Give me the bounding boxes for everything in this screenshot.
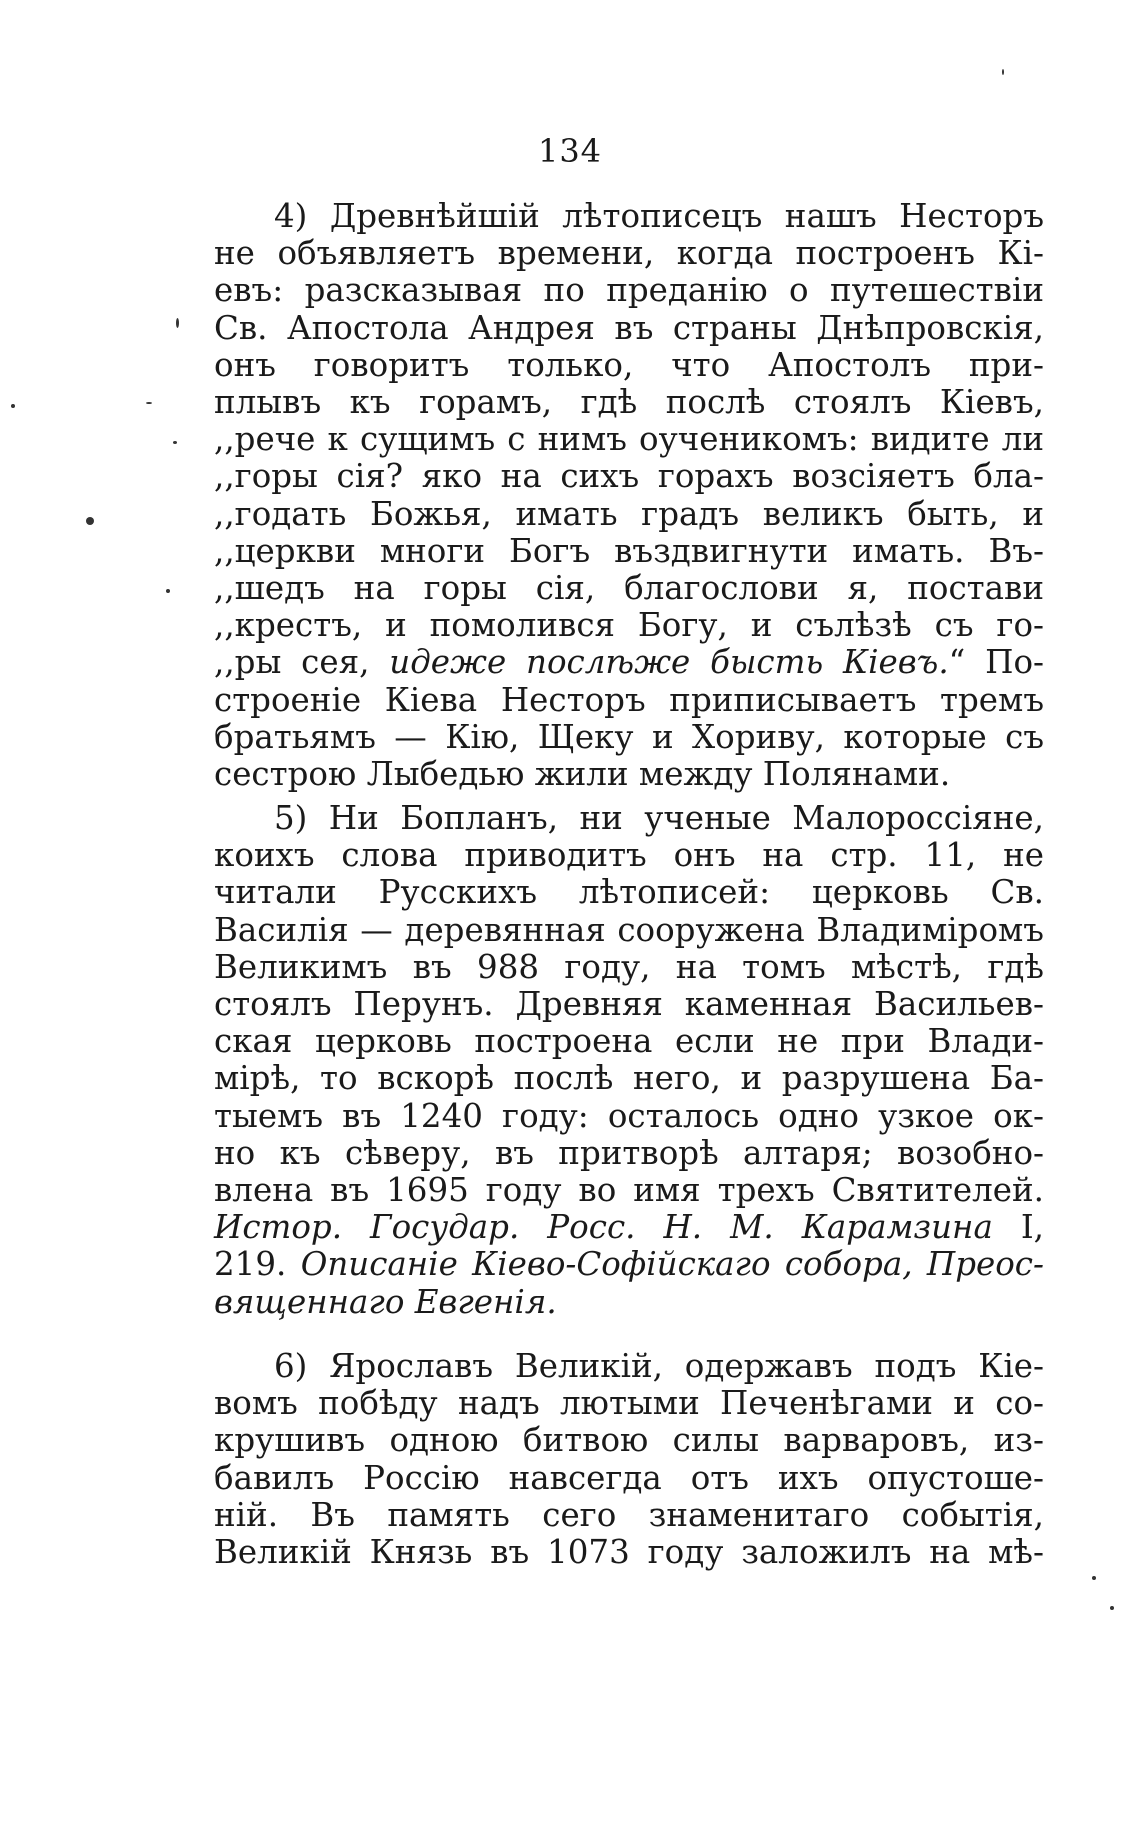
scan-speck [1110, 1606, 1114, 1610]
text-run: I, [992, 1208, 1045, 1247]
text-line: стоялъ Перунъ. Древняя каменная Васильев- [214, 985, 1044, 1024]
text-line: но къ сѣверу, въ притворѣ алтаря; возобно- [214, 1133, 1044, 1172]
text-line: мірѣ, то вскорѣ послѣ него, и разрушена Ба- [214, 1059, 1044, 1098]
text-line: коихъ слова приводитъ онъ на стр. 11, не [214, 836, 1044, 875]
text-line: Великій Князь въ 1073 году заложилъ на мѣ- [214, 1533, 1044, 1572]
text-line: не объявляетъ времени, когда построенъ Кі- [214, 234, 1044, 273]
text-run: 219. [214, 1245, 301, 1284]
text-line: Великимъ въ 988 году, на томъ мѣстѣ, гдѣ [214, 947, 1044, 986]
text-line: читали Русскихъ лѣтописей: церковь Св. [214, 873, 1044, 912]
text-line [214, 1246, 1044, 1283]
text-line: тыемъ въ 1240 году: осталось одно узкое ок- [214, 1096, 1044, 1135]
text-line: ,,горы сія? яко на сихъ горахъ возсіяетъ бла- [214, 457, 1044, 496]
text-line: евъ: разсказывая по преданію о путешествіи [214, 271, 1044, 310]
scan-speck [166, 589, 170, 593]
text-line: плывъ къ горамъ, гдѣ послѣ стоялъ Кіевъ, [214, 383, 1044, 422]
quoted-phrase: идеже послѣже бысть Кіевъ. [389, 643, 949, 682]
text-line: сестрою Лыбедью жили между Полянами. [214, 755, 951, 794]
text-line: 6) Ярославъ Великій, одержавъ подъ Кіе- [274, 1347, 1044, 1385]
text-line [214, 1209, 1044, 1246]
footnote-6 [214, 1348, 1044, 1571]
text-line: ,,рече к сущимъ с нимъ оученикомъ: видите ли [214, 420, 1044, 459]
page-number: 134 [537, 132, 603, 170]
text-run: ,,ры сея, [214, 643, 390, 682]
text-line: Св. Апостола Андрея въ страны Днѣпровскія, [214, 308, 1044, 347]
text-line: онъ говоритъ только, что Апостолъ при- [214, 345, 1044, 384]
text-line: вомъ побѣду надъ лютыми Печенѣгами и со- [214, 1384, 1044, 1423]
text-line: ,,крестъ, и помолився Богу, и сълѣзѣ съ го- [214, 606, 1044, 645]
scan-speck [173, 441, 177, 444]
text-run: “ По- [948, 643, 1044, 682]
text-line: 4) Древнѣйшій лѣтописецъ нашъ Несторъ [274, 197, 1044, 235]
footnote-4 [214, 198, 1044, 793]
citation: Описаніе Кіево-Софійскаго собора, Преос- [300, 1245, 1044, 1284]
text-line: ній. Въ память сего знаменитаго событія, [214, 1495, 1044, 1534]
scan-speck [1002, 69, 1004, 75]
text-line [214, 644, 1044, 681]
text-line: влена въ 1695 году во имя трехъ Святителей. [214, 1171, 1044, 1210]
text-line: ская церковь построена если не при Влади- [214, 1022, 1044, 1061]
text-line: ,,годать Божья, имать градъ великъ быть, и [214, 494, 1044, 533]
text-line: крушивъ одною битвою силы варваровъ, из- [214, 1421, 1044, 1460]
scan-speck [146, 402, 152, 404]
scan-speck [86, 517, 94, 525]
scan-speck [1092, 1576, 1096, 1580]
text-line: Василія — деревянная сооружена Владиміромъ [214, 910, 1044, 949]
footnote-5 [214, 800, 1044, 1321]
text-line: ,,шедъ на горы сія, благослови я, постави [214, 569, 1044, 608]
citation: вященнаго Евгенія. [214, 1282, 557, 1321]
citation: Истор. Государ. Росс. Н. М. Карамзина [214, 1208, 993, 1247]
scan-speck [11, 404, 15, 408]
text-line: строеніе Кіева Несторъ приписываетъ тремъ [214, 680, 1044, 719]
scan-speck [176, 318, 179, 328]
text-line: ,,церкви многи Богъ въздвигнути имать. Въ- [214, 531, 1044, 570]
text-line: 5) Ни Бопланъ, ни ученые Малороссіяне, [274, 799, 1044, 837]
text-line: братьямъ — Кію, Щеку и Хориву, которые съ [214, 717, 1044, 756]
text-line: бавилъ Россію навсегда отъ ихъ опустоше- [214, 1458, 1044, 1497]
